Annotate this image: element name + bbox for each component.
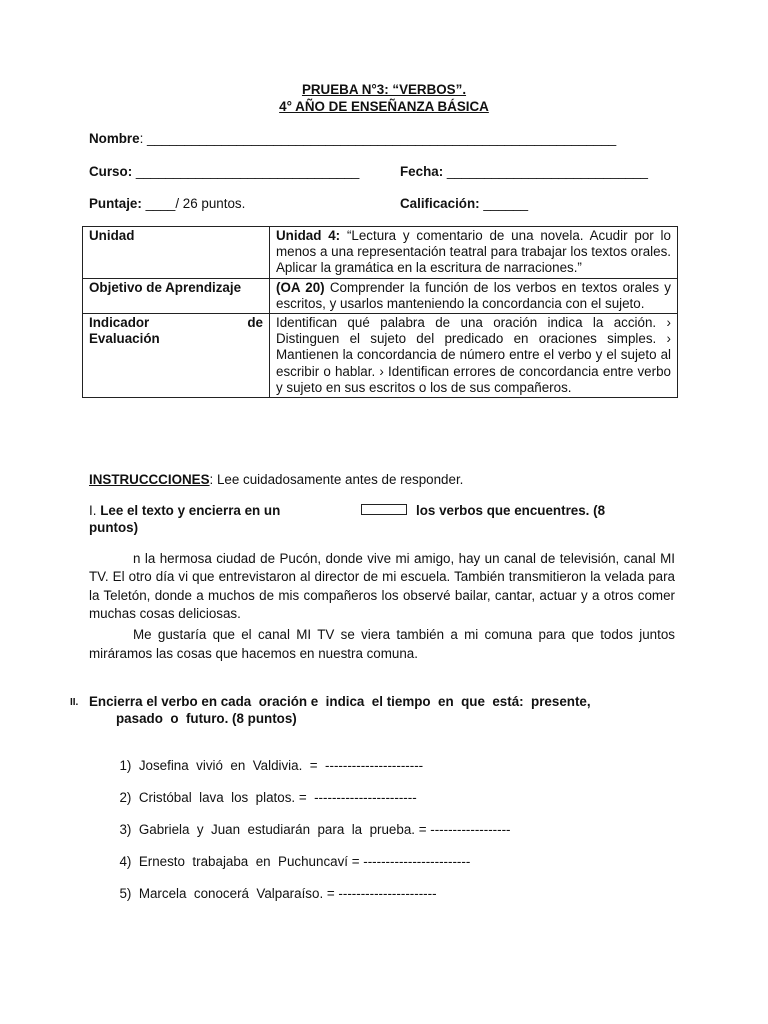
- table-row: [83, 227, 678, 279]
- curriculum-table: [82, 226, 678, 398]
- item-number: 5): [119, 886, 132, 901]
- objetivo-code: (OA 20): [276, 279, 325, 295]
- section2-heading-line1: Encierra el verbo en cada oración e indica el tiempo en que está: presente,: [89, 694, 591, 709]
- section1-heading-part2: los verbos que encuentres. (8: [416, 503, 606, 518]
- indicador-label-word2: de: [247, 315, 263, 331]
- item-number: 3): [119, 822, 132, 837]
- puntaje-label: Puntaje:: [89, 196, 142, 211]
- nombre-label: Nombre: [89, 131, 140, 146]
- list-item: [112, 743, 423, 773]
- section1-numeral: I.: [89, 503, 97, 518]
- puntaje-field: [89, 196, 245, 211]
- section1-heading: [89, 503, 280, 518]
- item-text: Gabriela y Juan estudiarán para la prueba. = ------------------: [138, 822, 511, 837]
- objetivo-description: [270, 278, 678, 313]
- instructions: [89, 472, 463, 487]
- unidad-number: Unidad 4:: [276, 228, 341, 243]
- item-text: Ernesto trabajaba en Puchuncaví = ------------------------: [138, 854, 471, 869]
- calificacion-blank: ______: [483, 196, 529, 211]
- instructions-text: : Lee cuidadosamente antes de responder.: [209, 472, 464, 487]
- objetivo-label: Objetivo de Aprendizaje: [83, 278, 270, 313]
- fecha-field: [400, 164, 648, 179]
- item-number: 4): [119, 854, 132, 869]
- circle-box-symbol: [361, 504, 407, 515]
- puntaje-value: ____/ 26 puntos.: [145, 196, 246, 211]
- curso-blank: ______________________________: [135, 164, 360, 179]
- item-text: Marcela conocerá Valparaíso. = ----------------------: [138, 886, 437, 901]
- fecha-blank: ___________________________: [446, 164, 648, 179]
- list-item: [112, 775, 417, 805]
- indicador-label-word3: Evaluación: [89, 331, 160, 347]
- calificacion-label: Calificación:: [400, 196, 480, 211]
- indicador-label-word1: Indicador: [89, 315, 150, 331]
- list-item: [112, 871, 437, 901]
- item-number: 2): [119, 790, 132, 805]
- item-text: Cristóbal lava los platos. = -----------------------: [138, 790, 417, 805]
- indicador-label: [83, 314, 270, 398]
- section2-numeral: II.: [70, 697, 79, 708]
- fecha-label: Fecha:: [400, 164, 444, 179]
- nombre-blank: : _______________________________________________________________: [139, 131, 617, 146]
- list-item: [112, 807, 511, 837]
- item-number: 1): [119, 758, 132, 773]
- unidad-label: Unidad: [83, 227, 270, 279]
- indicador-description: Identifican qué palabra de una oración indica la acción. › Distinguen el sujeto del predicado en oraciones simples. › Mantienen la concordancia de número entre el verbo y el sujeto al escribir o hablar. › Identifican errores de concordancia entre verbo y sujeto en sus escritos o los de sus compañeros.: [270, 314, 678, 398]
- objetivo-text: Comprender la función de los verbos en textos orales y escritos, y usarlos manteniendo la concordancia con el sujeto.: [276, 279, 671, 311]
- item-text: Josefina vivió en Valdivia. = ----------------------: [138, 758, 424, 773]
- table-row: [83, 278, 678, 313]
- list-item: [112, 839, 470, 869]
- section1-heading-part3: puntos): [89, 520, 139, 535]
- table-row: [83, 314, 678, 398]
- test-title: PRUEBA N°3: “VERBOS”.: [301, 82, 467, 97]
- instructions-label: INSTRUCCCIONES: [89, 472, 210, 487]
- nombre-field: [89, 131, 616, 146]
- section1-heading-part1: Lee el texto y encierra en un: [100, 503, 281, 518]
- curso-field: [89, 164, 359, 179]
- calificacion-field: [400, 196, 528, 211]
- unidad-description: [270, 227, 678, 279]
- unidad-text: “Lectura y comentario de una novela. Acudir por lo menos a una representación teatral para trabajar los textos orales. Aplicar la gramática en la escritura de narraciones.”: [276, 228, 671, 276]
- curso-label: Curso:: [89, 164, 133, 179]
- test-subtitle: 4° AÑO DE ENSEÑANZA BÁSICA: [279, 99, 489, 114]
- section2-heading-line2: pasado o futuro. (8 puntos): [116, 711, 297, 726]
- reading-paragraph-1: n la hermosa ciudad de Pucón, donde vive mi amigo, hay un canal de televisión, canal MI TV. El otro día vi que entrevistaron al director de mi escuela. También transmitieron la velada para la Teletón, donde a muchos de mis compañeros los observé bailar, cantar, actuar y a otros comer muchas cosas deliciosas.: [89, 551, 675, 621]
- reading-paragraph-2: Me gustaría que el canal MI TV se viera también a mi comuna para que todos juntos miráramos las cosas que hacemos en nuestra comuna.: [89, 627, 675, 661]
